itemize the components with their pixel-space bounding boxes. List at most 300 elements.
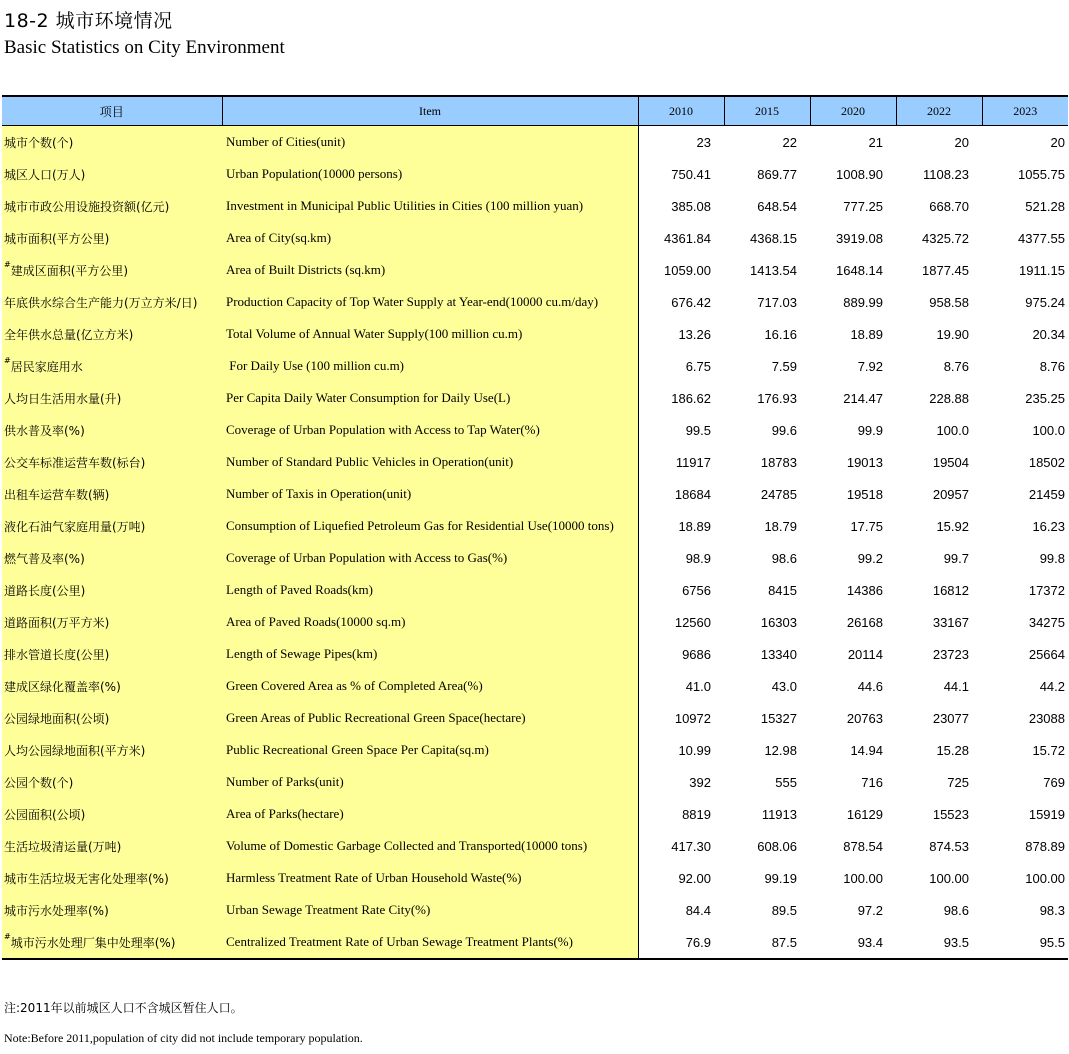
- value-cell: [638, 350, 724, 382]
- value-cell: [724, 318, 810, 350]
- value-text: 12.98: [764, 742, 797, 758]
- value-text: 43.0: [771, 678, 797, 694]
- value-text: 11917: [675, 454, 711, 470]
- row-label-en: Green Covered Area as % of Completed Area(%): [222, 670, 638, 702]
- value-text: 12560: [674, 614, 711, 630]
- row-label-en: Public Recreational Green Space Per Capita(sq.m): [222, 734, 638, 766]
- value-cell: [724, 414, 810, 446]
- value-cell: [982, 286, 1068, 318]
- table-row: [2, 862, 1068, 894]
- value-text: 228.88: [929, 390, 969, 406]
- row-label-cn: [2, 542, 222, 574]
- value-cell: [896, 254, 982, 286]
- value-text: 13.26: [678, 326, 711, 342]
- value-text: 23: [696, 134, 711, 150]
- value-text: 20763: [846, 710, 883, 726]
- value-text: 99.5: [685, 422, 711, 438]
- table-row: [2, 510, 1068, 542]
- table-row: [2, 926, 1068, 959]
- row-label-en: Consumption of Liquefied Petroleum Gas for Residential Use(10000 tons): [222, 510, 638, 542]
- value-cell: [810, 542, 896, 574]
- value-cell: [724, 382, 810, 414]
- row-label-cn: [2, 702, 222, 734]
- value-text: 16303: [760, 614, 797, 630]
- row-label-cn: [2, 862, 222, 894]
- value-cell: [724, 734, 810, 766]
- value-text: 21: [868, 134, 883, 150]
- row-label-cn-text: 生活垃圾清运量(万吨): [4, 839, 122, 854]
- value-cell: [638, 702, 724, 734]
- row-label-cn: [2, 574, 222, 606]
- value-text: 99.19: [764, 870, 797, 886]
- value-text: 98.6: [943, 902, 969, 918]
- page-title-cn: 18-2 城市环境情况: [4, 10, 173, 32]
- value-cell: [724, 254, 810, 286]
- value-text: 16129: [846, 806, 883, 822]
- value-text: 84.4: [685, 902, 711, 918]
- value-cell: [724, 830, 810, 862]
- value-text: 15.72: [1032, 742, 1065, 758]
- value-text: 23077: [932, 710, 969, 726]
- row-label-cn-text: 城市个数(个): [4, 135, 74, 150]
- value-text: 26168: [846, 614, 883, 630]
- value-text: 16812: [932, 582, 969, 598]
- value-cell: [982, 766, 1068, 798]
- value-cell: [638, 510, 724, 542]
- row-label-cn-text: 燃气普及率(%): [4, 551, 85, 566]
- value-text: 100.00: [929, 870, 969, 886]
- value-text: 44.2: [1039, 678, 1065, 694]
- row-label-cn: [2, 254, 222, 286]
- row-label-cn: [2, 926, 222, 959]
- row-label-cn: [2, 414, 222, 446]
- value-cell: [982, 862, 1068, 894]
- value-text: 1413.54: [750, 262, 797, 278]
- header-year: 2015: [724, 96, 810, 126]
- value-cell: [982, 350, 1068, 382]
- value-cell: [810, 606, 896, 638]
- value-cell: [982, 190, 1068, 222]
- row-label-cn-text: 出租车运营车数(辆): [4, 487, 110, 502]
- value-cell: [724, 190, 810, 222]
- value-cell: [638, 286, 724, 318]
- value-text: 17.75: [850, 518, 883, 534]
- page-title-en: Basic Statistics on City Environment: [4, 37, 285, 58]
- value-text: 4325.72: [922, 230, 969, 246]
- value-text: 44.6: [857, 678, 883, 694]
- row-label-cn: [2, 894, 222, 926]
- statistics-table: [2, 95, 1068, 960]
- value-text: 417.30: [671, 838, 711, 854]
- table-row: [2, 318, 1068, 350]
- value-text: 769: [1043, 774, 1065, 790]
- value-cell: [896, 350, 982, 382]
- value-text: 15327: [760, 710, 797, 726]
- value-cell: [724, 510, 810, 542]
- row-label-en: Number of Parks(unit): [222, 766, 638, 798]
- value-cell: [896, 222, 982, 254]
- value-text: 99.8: [1039, 550, 1065, 566]
- row-label-en: Green Areas of Public Recreational Green Space(hectare): [222, 702, 638, 734]
- value-text: 9686: [682, 646, 711, 662]
- value-text: 878.54: [843, 838, 883, 854]
- value-text: 8.76: [1039, 358, 1065, 374]
- value-cell: [724, 574, 810, 606]
- value-text: 16.16: [764, 326, 797, 342]
- value-text: 869.77: [757, 166, 797, 182]
- value-cell: [896, 830, 982, 862]
- header-year: 2023: [982, 96, 1068, 126]
- row-label-cn-text: 城市污水处理厂集中处理率(%): [10, 935, 176, 950]
- value-text: 717.03: [757, 294, 797, 310]
- footnote-cn: 注:2011年以前城区人口不含城区暂住人口。: [4, 1001, 243, 1015]
- value-cell: [896, 926, 982, 959]
- value-cell: [810, 126, 896, 159]
- value-cell: [982, 158, 1068, 190]
- value-text: 1008.90: [836, 166, 883, 182]
- row-label-cn: [2, 446, 222, 478]
- row-label-cn-text: 全年供水总量(亿立方米): [4, 327, 134, 342]
- row-label-cn: [2, 382, 222, 414]
- table-body: [2, 126, 1068, 960]
- value-text: 15919: [1028, 806, 1065, 822]
- value-cell: [724, 862, 810, 894]
- row-label-en: Investment in Municipal Public Utilities in Cities (100 million yuan): [222, 190, 638, 222]
- table-row: [2, 478, 1068, 510]
- value-text: 8.76: [943, 358, 969, 374]
- value-text: 668.70: [929, 198, 969, 214]
- value-cell: [982, 542, 1068, 574]
- value-text: 18.89: [678, 518, 711, 534]
- value-text: 19013: [846, 454, 883, 470]
- value-text: 716: [861, 774, 883, 790]
- row-label-cn: [2, 638, 222, 670]
- footnote-en: Note:Before 2011,population of city did not include temporary population.: [4, 1031, 363, 1045]
- row-label-en: Production Capacity of Top Water Supply at Year-end(10000 cu.m/day): [222, 286, 638, 318]
- value-text: 92.00: [678, 870, 711, 886]
- row-label-en: Volume of Domestic Garbage Collected and Transported(10000 tons): [222, 830, 638, 862]
- value-text: 889.99: [843, 294, 883, 310]
- row-label-cn: [2, 222, 222, 254]
- value-cell: [896, 190, 982, 222]
- value-text: 19504: [932, 454, 969, 470]
- value-cell: [810, 510, 896, 542]
- value-text: 777.25: [843, 198, 883, 214]
- value-text: 15523: [932, 806, 969, 822]
- value-cell: [638, 670, 724, 702]
- value-text: 7.59: [771, 358, 797, 374]
- table-row: [2, 350, 1068, 382]
- value-text: 21459: [1028, 486, 1065, 502]
- value-cell: [810, 222, 896, 254]
- value-text: 3919.08: [836, 230, 883, 246]
- value-text: 214.47: [843, 390, 883, 406]
- row-label-cn: [2, 734, 222, 766]
- value-cell: [724, 766, 810, 798]
- value-text: 19518: [846, 486, 883, 502]
- row-label-cn: [2, 478, 222, 510]
- value-text: 98.9: [685, 550, 711, 566]
- row-label-en: Area of Paved Roads(10000 sq.m): [222, 606, 638, 638]
- table-row: [2, 894, 1068, 926]
- table-row: [2, 606, 1068, 638]
- value-text: 958.58: [929, 294, 969, 310]
- value-cell: [982, 222, 1068, 254]
- value-text: 392: [689, 774, 711, 790]
- value-cell: [638, 158, 724, 190]
- value-cell: [638, 382, 724, 414]
- value-text: 750.41: [671, 166, 711, 182]
- value-text: 235.25: [1025, 390, 1065, 406]
- value-cell: [724, 798, 810, 830]
- table-row: [2, 670, 1068, 702]
- value-cell: [896, 446, 982, 478]
- row-label-cn: [2, 670, 222, 702]
- value-text: 18684: [674, 486, 711, 502]
- value-cell: [896, 318, 982, 350]
- value-text: 15.28: [936, 742, 969, 758]
- value-cell: [982, 414, 1068, 446]
- value-cell: [638, 862, 724, 894]
- value-cell: [810, 926, 896, 959]
- row-label-en: Total Volume of Annual Water Supply(100 million cu.m): [222, 318, 638, 350]
- value-cell: [638, 126, 724, 159]
- value-cell: [724, 158, 810, 190]
- sub-item-mark: #: [4, 259, 11, 269]
- value-cell: [810, 702, 896, 734]
- value-cell: [982, 734, 1068, 766]
- value-cell: [810, 830, 896, 862]
- value-text: 13340: [760, 646, 797, 662]
- value-cell: [896, 734, 982, 766]
- sub-item-mark: #: [4, 355, 11, 365]
- value-cell: [896, 478, 982, 510]
- value-cell: [810, 190, 896, 222]
- row-label-cn-text: 建成区面积(平方公里): [10, 263, 129, 278]
- value-text: 6756: [682, 582, 711, 598]
- row-label-cn: [2, 510, 222, 542]
- value-text: 555: [775, 774, 797, 790]
- row-label-cn: [2, 766, 222, 798]
- row-label-cn-text: 道路面积(万平方米): [4, 615, 110, 630]
- row-label-cn-text: 城市面积(平方公里): [4, 231, 110, 246]
- value-text: 1055.75: [1018, 166, 1065, 182]
- row-label-cn: [2, 286, 222, 318]
- table-row: [2, 158, 1068, 190]
- row-label-en: For Daily Use (100 million cu.m): [222, 350, 638, 382]
- value-text: 1059.00: [664, 262, 711, 278]
- row-label-cn-text: 公园个数(个): [4, 775, 74, 790]
- value-cell: [896, 766, 982, 798]
- value-cell: [724, 286, 810, 318]
- value-cell: [638, 606, 724, 638]
- table-row: [2, 734, 1068, 766]
- value-text: 76.9: [685, 934, 711, 950]
- row-label-en: Number of Standard Public Vehicles in Operation(unit): [222, 446, 638, 478]
- value-text: 10972: [674, 710, 711, 726]
- value-cell: [724, 638, 810, 670]
- value-cell: [810, 318, 896, 350]
- value-text: 8819: [682, 806, 711, 822]
- value-cell: [896, 606, 982, 638]
- row-label-cn-text: 液化石油气家庭用量(万吨): [4, 519, 146, 534]
- value-cell: [982, 670, 1068, 702]
- value-cell: [638, 254, 724, 286]
- value-cell: [638, 478, 724, 510]
- value-text: 975.24: [1025, 294, 1065, 310]
- value-cell: [982, 702, 1068, 734]
- value-cell: [810, 638, 896, 670]
- row-label-cn-text: 公交车标准运营车数(标台): [4, 455, 146, 470]
- value-text: 24785: [760, 486, 797, 502]
- value-cell: [810, 382, 896, 414]
- row-label-cn-text: 年底供水综合生产能力(万立方米/日): [4, 295, 198, 310]
- value-cell: [638, 638, 724, 670]
- value-cell: [638, 894, 724, 926]
- row-label-en: Urban Population(10000 persons): [222, 158, 638, 190]
- row-label-cn-text: 居民家庭用水: [10, 359, 83, 374]
- table-row: [2, 254, 1068, 286]
- value-text: 14386: [846, 582, 883, 598]
- value-cell: [982, 606, 1068, 638]
- value-text: 4368.15: [750, 230, 797, 246]
- value-text: 99.2: [857, 550, 883, 566]
- value-text: 1877.45: [922, 262, 969, 278]
- value-cell: [982, 382, 1068, 414]
- value-cell: [896, 638, 982, 670]
- value-text: 100.0: [1032, 422, 1065, 438]
- row-label-cn-text: 公园绿地面积(公顷): [4, 711, 110, 726]
- value-cell: [810, 574, 896, 606]
- row-label-en: Harmless Treatment Rate of Urban Household Waste(%): [222, 862, 638, 894]
- value-cell: [982, 574, 1068, 606]
- value-text: 176.93: [757, 390, 797, 406]
- value-text: 186.62: [671, 390, 711, 406]
- row-label-cn-text: 人均日生活用水量(升): [4, 391, 122, 406]
- row-label-en: Coverage of Urban Population with Access to Gas(%): [222, 542, 638, 574]
- value-cell: [724, 446, 810, 478]
- value-text: 18.79: [764, 518, 797, 534]
- value-text: 1108.23: [922, 166, 969, 182]
- value-cell: [724, 126, 810, 159]
- value-cell: [896, 382, 982, 414]
- row-label-cn: [2, 798, 222, 830]
- value-cell: [638, 830, 724, 862]
- value-cell: [896, 158, 982, 190]
- value-cell: [724, 222, 810, 254]
- value-text: 10.99: [678, 742, 711, 758]
- value-text: 648.54: [757, 198, 797, 214]
- value-text: 17372: [1028, 582, 1065, 598]
- header-year: 2022: [896, 96, 982, 126]
- table-row: [2, 382, 1068, 414]
- table-row: [2, 414, 1068, 446]
- row-label-en: Urban Sewage Treatment Rate City(%): [222, 894, 638, 926]
- value-text: 100.0: [936, 422, 969, 438]
- value-cell: [896, 574, 982, 606]
- value-text: 18.89: [850, 326, 883, 342]
- table-row: [2, 190, 1068, 222]
- value-cell: [638, 798, 724, 830]
- value-cell: [638, 414, 724, 446]
- value-text: 100.00: [1025, 870, 1065, 886]
- row-label-cn: [2, 830, 222, 862]
- row-label-cn-text: 人均公园绿地面积(平方米): [4, 743, 146, 758]
- value-cell: [982, 478, 1068, 510]
- value-text: 33167: [932, 614, 969, 630]
- value-text: 20: [1050, 134, 1065, 150]
- value-cell: [810, 670, 896, 702]
- row-label-cn: [2, 350, 222, 382]
- header-item-en: Item: [222, 96, 638, 126]
- value-cell: [896, 542, 982, 574]
- value-cell: [896, 798, 982, 830]
- value-text: 15.92: [936, 518, 969, 534]
- value-cell: [896, 414, 982, 446]
- value-text: 23088: [1028, 710, 1065, 726]
- value-text: 725: [947, 774, 969, 790]
- value-text: 18502: [1028, 454, 1065, 470]
- value-text: 22: [782, 134, 797, 150]
- value-cell: [638, 542, 724, 574]
- header-item-cn: 项目: [2, 96, 222, 126]
- row-label-cn-text: 道路长度(公里): [4, 583, 86, 598]
- value-cell: [724, 894, 810, 926]
- value-cell: [982, 798, 1068, 830]
- table-row: [2, 830, 1068, 862]
- table-row: [2, 766, 1068, 798]
- value-cell: [638, 190, 724, 222]
- row-label-en: Area of Parks(hectare): [222, 798, 638, 830]
- row-label-cn-text: 供水普及率(%): [4, 423, 85, 438]
- value-cell: [638, 222, 724, 254]
- value-cell: [724, 350, 810, 382]
- value-cell: [810, 798, 896, 830]
- value-cell: [810, 414, 896, 446]
- value-cell: [982, 894, 1068, 926]
- table-row: [2, 126, 1068, 159]
- value-text: 20.34: [1032, 326, 1065, 342]
- value-cell: [810, 766, 896, 798]
- value-text: 521.28: [1025, 198, 1065, 214]
- value-text: 99.9: [857, 422, 883, 438]
- value-text: 93.4: [857, 934, 883, 950]
- value-text: 14.94: [850, 742, 883, 758]
- row-label-cn-text: 城市污水处理率(%): [4, 903, 109, 918]
- value-cell: [982, 510, 1068, 542]
- row-label-en: Centralized Treatment Rate of Urban Sewage Treatment Plants(%): [222, 926, 638, 959]
- value-cell: [724, 542, 810, 574]
- value-cell: [638, 926, 724, 959]
- row-label-en: Length of Sewage Pipes(km): [222, 638, 638, 670]
- value-text: 608.06: [757, 838, 797, 854]
- row-label-cn-text: 排水管道长度(公里): [4, 647, 110, 662]
- value-text: 20114: [847, 646, 883, 662]
- table-row: [2, 446, 1068, 478]
- value-cell: [638, 574, 724, 606]
- value-text: 34275: [1028, 614, 1065, 630]
- table-header-row: [2, 96, 1068, 126]
- value-cell: [810, 254, 896, 286]
- value-text: 7.92: [857, 358, 883, 374]
- value-text: 99.6: [771, 422, 797, 438]
- value-text: 20957: [932, 486, 969, 502]
- value-cell: [982, 446, 1068, 478]
- value-text: 878.89: [1025, 838, 1065, 854]
- value-text: 4377.55: [1018, 230, 1065, 246]
- value-text: 44.1: [943, 678, 969, 694]
- value-cell: [810, 478, 896, 510]
